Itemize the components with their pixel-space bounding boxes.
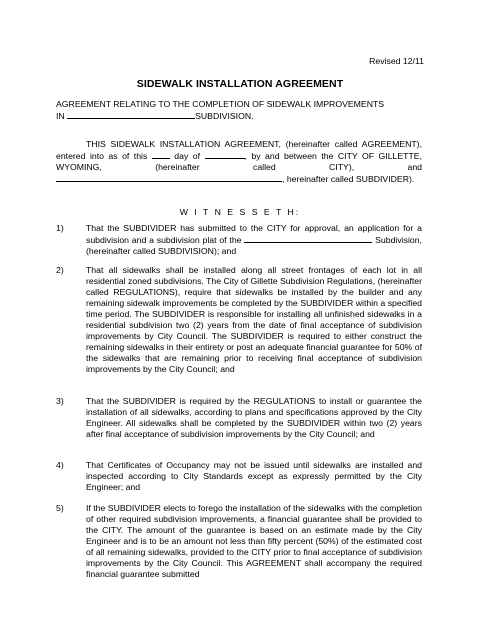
clause-1 [56, 223, 422, 257]
agreement-heading [56, 99, 422, 122]
intro-line: AGREEMENT RELATING TO THE COMPLETION OF SIDEWALK IMPROVEMENTS [56, 99, 385, 109]
clause-text: That the SUBDIVIDER has submitted to the CITY for approval, an application for a subdivision and a subdivision plat of the Subdivision, (hereinafter called SUBDIVISION); and [86, 223, 422, 256]
clause-text: If the SUBDIVIDER elects to forego the installation of the sidewalks with the completion of other required subdivision improvements, a financial guarantee shall be provided to the CITY. The amount of the guarantee is based on an estimate made by the City Engineer and is to be an amount not less than fifty percent (50%) of the estimated cost of all remaining sidewalks, provided to the CITY prior to final acceptance of subdivision improvements by the City Council. This AGREEMENT shall accompany the required financial guarantee submitted [86, 503, 422, 579]
clause-4 [56, 460, 422, 493]
clause-text: That all sidewalks shall be installed along all street frontages of each lot in all residential zoned subdivisions. The City of Gillette Subdivision Regulations, (hereinafter called REGULATIONS), require that sidewalks be installed by the builder and any remaining sidewalk improvements be completed by the SUBDIVIDER within a specified time period. The SUBDIVIDER is responsible for installing all unfinished sidewalks in a residential subdivision two (2) years from the date of final acceptance of subdivision improvements by City Council. The SUBDIVIDER is required to either construct the remaining sidewalks in their entirety or post an adequate financial guarantee for 50% of the sidewalks that are remaining prior to receiving final acceptance of subdivision improvements by the City Council; and [86, 265, 422, 374]
clause-2 [56, 265, 422, 375]
day-blank[interactable] [152, 150, 170, 159]
clause-number: 3) [56, 396, 64, 406]
subdivision-name-blank[interactable] [67, 110, 195, 119]
preamble-paragraph [56, 139, 422, 185]
revision-date: Revised 12/11 [369, 56, 424, 66]
in-label: IN [56, 111, 65, 121]
preamble-part1: THIS SIDEWALK INSTALLATION AGREEMENT, (hereinafter called AGREEMENT), entered into as of this [56, 139, 422, 161]
day-of-label: day of [174, 151, 201, 161]
intro-subdivision-line [56, 110, 422, 122]
witnesseth-heading: W I T N E S S E T H: [179, 207, 301, 217]
clause-text: That Certificates of Occupancy may not be issued until sidewalks are installed and inspected according to City Standards except as expressly permitted by the City Engineer; and [86, 460, 422, 492]
clause-number: 2) [56, 265, 64, 275]
clause-text: That the SUBDIVIDER is required by the REGULATIONS to install or guarantee the installation of all sidewalks, according to plans and specifications approved by the City Engineer. All sidewalks shall be completed by the SUBDIVIDER within two (2) years after final acceptance of subdivision improvements by the City Council; and [86, 396, 422, 439]
subdivision-suffix: SUBDIVISION. [195, 111, 254, 121]
clause-number: 4) [56, 460, 64, 470]
preamble-part2: , by and between the CITY OF GILLETTE, WYOMING, (hereinafter called CITY), and [56, 151, 422, 172]
clause-3 [56, 396, 422, 440]
clause-number: 5) [56, 503, 64, 513]
clause-number: 1) [56, 223, 64, 233]
plat-name-blank[interactable] [244, 234, 372, 243]
month-blank[interactable] [205, 150, 245, 159]
preamble-part3: , hereinafter called SUBDIVIDER). [282, 174, 415, 184]
document-title: SIDEWALK INSTALLATION AGREEMENT [136, 78, 344, 90]
subdivider-name-blank[interactable] [56, 173, 282, 182]
clause-5 [56, 503, 422, 580]
